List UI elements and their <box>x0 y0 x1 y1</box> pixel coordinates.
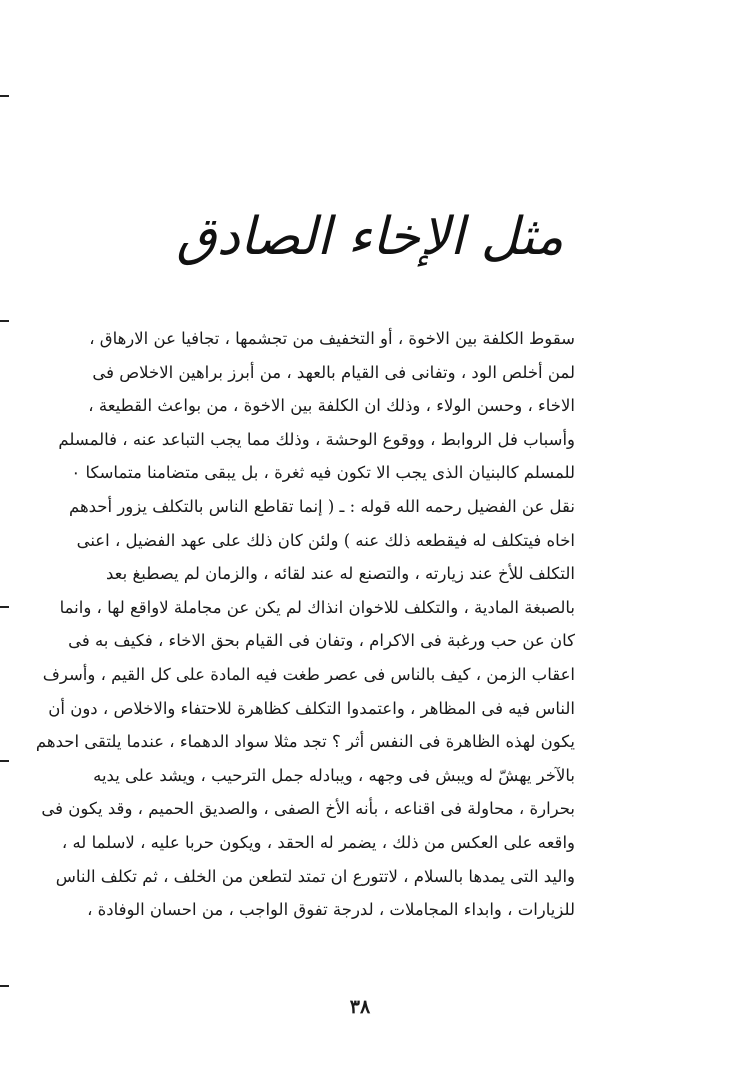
text-line: واقعه على العكس من ذلك ، يضمر له الحقد ، ويكون حربا عليه ، لاسلما له ، <box>61 832 575 852</box>
text-line: كان عن حب ورغبة فى الاكرام ، وتفان فى القيام بحق الاخاء ، فكيف به فى <box>68 631 575 651</box>
scan-edge-mark <box>0 985 9 987</box>
text-line: للمسلم كالبنيان الذى يجب الا تكون فيه ثغرة ، بل يبقى متضامنا متماسكا ٠ <box>71 463 575 483</box>
text-line: اخاه فيتكلف له فيقطعه ذلك عنه ) ولئن كان ذلك على عهد الفضيل ، اعنى <box>76 530 575 550</box>
text-line: للزيارات ، وابداء المجاملات ، لدرجة تفوق الواجب ، من احسان الوفادة ، <box>87 900 575 920</box>
scan-edge-mark <box>0 95 9 97</box>
text-line: سقوط الكلفة بين الاخوة ، أو التخفيف من تجشمها ، تجافيا عن الارهاق ، <box>89 329 575 348</box>
text-line: لمن أخلص الود ، وتفانى فى القيام بالعهد ، من أبرز براهين الاخلاص فى <box>92 362 575 382</box>
text-line: يكون لهذه الظاهرة فى النفس أثر ؟ تجد مثلا سواد الدهماء ، عندما يلتقى احدهم <box>35 732 575 752</box>
scan-edge-mark <box>0 760 9 762</box>
text-line: بالآخر يهشّ له ويبش فى وجهه ، ويبادله جمل الترحيب ، ويشد على يديه <box>93 765 575 785</box>
chapter-title: مثل الإخاء الصادق <box>176 207 564 267</box>
text-line: التكلف للأخ عند زيارته ، والتصنع له عند لقائه ، والزمان لم يصطبغ بعد <box>106 564 575 584</box>
text-line: بالصبغة المادية ، والتكلف للاخوان انذاك لم يكن عن مجاملة لاواقع لها ، وانما <box>59 597 575 617</box>
text-line: الاخاء ، وحسن الولاء ، وذلك ان الكلفة بين الاخوة ، من بواعث القطيعة ، <box>88 396 575 416</box>
text-line: نقل عن الفضيل رحمه الله قوله : ـ ( إنما تقاطع الناس بالتكلف يزور أحدهم <box>68 496 575 516</box>
body-paragraph <box>35 322 575 927</box>
scan-edge-mark <box>0 606 9 608</box>
text-line: واليد التى يمدها بالسلام ، لاتتورع ان تمتد لتطعن من الخلف ، ثم تكلف الناس <box>55 866 575 886</box>
text-line: اعقاب الزمن ، كيف بالناس فى عصر طغت فيه المادة على كل القيم ، وأسرف <box>42 664 575 684</box>
scan-edge-mark <box>0 320 9 322</box>
text-line: وأسباب فل الروابط ، ووقوع الوحشة ، وذلك مما يجب التباعد عنه ، فالمسلم <box>58 429 575 449</box>
page-number: ٣٨ <box>349 996 371 1018</box>
text-line: بحرارة ، محاولة فى اقناعه ، بأنه الأخ الصفى ، والصديق الحميم ، وقد يكون فى <box>41 799 575 819</box>
text-line: الناس فيه فى المظاهر ، واعتمدوا التكلف كظاهرة للاحتفاء والاخلاص ، دون أن <box>48 698 575 718</box>
